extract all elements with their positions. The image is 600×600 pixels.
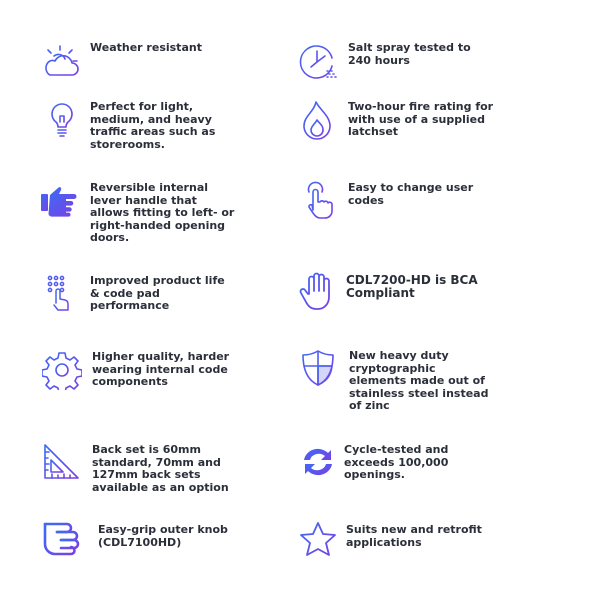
feature-text: Improved product life & code pad performance bbox=[90, 274, 225, 312]
open-hand-icon bbox=[298, 272, 338, 312]
feature-text: Back set is 60mm standard, 70mm and 127mm back sets available as an option bbox=[92, 443, 229, 494]
finger-tap-icon bbox=[300, 180, 340, 220]
cloud-sun-icon bbox=[42, 42, 82, 82]
feature-text: Easy-grip outer knob (CDL7100HD) bbox=[98, 523, 228, 549]
feature-text: Higher quality, harder wearing internal code components bbox=[92, 350, 230, 388]
feature-text: Reversible internal lever handle that allows fitting to left- or right-handed opening doors. bbox=[90, 181, 235, 244]
cycle-arrows-icon bbox=[298, 442, 338, 482]
pointing-hand-icon bbox=[40, 182, 80, 222]
salt-spray-clock-icon bbox=[298, 42, 338, 82]
keypad-touch-icon bbox=[42, 273, 82, 313]
feature-text: CDL7200-HD is BCA Compliant bbox=[346, 273, 478, 300]
gear-icon bbox=[42, 350, 82, 390]
feature-text: Salt spray tested to 240 hours bbox=[348, 41, 471, 67]
fire-drop-icon bbox=[300, 100, 340, 140]
star-icon bbox=[298, 520, 338, 560]
feature-text: Weather resistant bbox=[90, 41, 202, 54]
feature-text: Two-hour fire rating for with use of a supplied latchset bbox=[348, 100, 494, 138]
set-square-ruler-icon bbox=[42, 442, 82, 482]
feature-text: Cycle-tested and exceeds 100,000 openings. bbox=[344, 443, 449, 481]
feature-text: Perfect for light, medium, and heavy traffic areas such as storerooms. bbox=[90, 100, 216, 151]
feature-text: Suits new and retrofit applications bbox=[346, 523, 482, 549]
shield-icon bbox=[300, 348, 340, 388]
feature-text: Easy to change user codes bbox=[348, 181, 474, 207]
lightbulb-icon bbox=[42, 100, 82, 140]
grip-hand-icon bbox=[42, 520, 82, 560]
feature-text: New heavy duty cryptographic elements made out of stainless steel instead of zinc bbox=[349, 349, 489, 412]
